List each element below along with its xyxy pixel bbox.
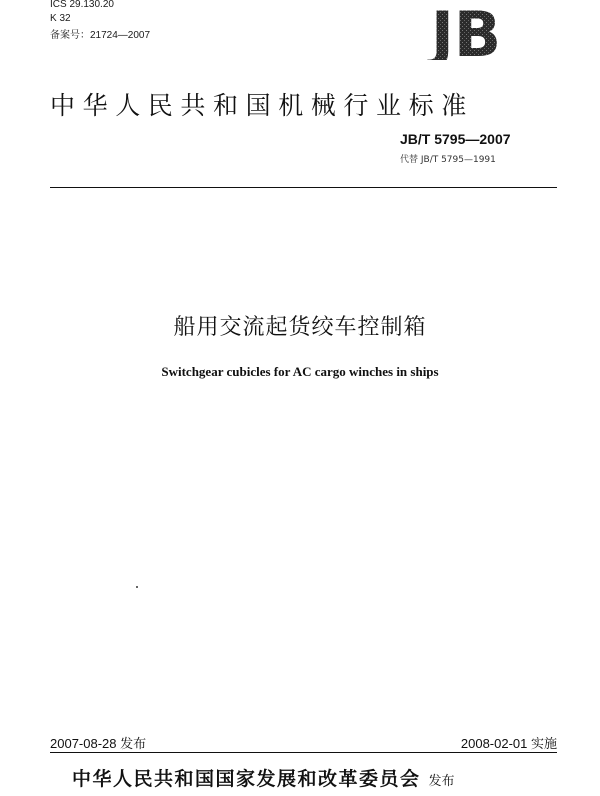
jb-logo	[410, 2, 522, 60]
publisher	[72, 764, 455, 791]
classification-code: K 32	[50, 13, 71, 24]
publisher-tag: 发布	[428, 774, 455, 789]
implementation-date: 2008-02-01 实施	[460, 736, 557, 751]
standard-number: JB/T 5795—2007	[400, 131, 511, 147]
ics-code: ICS 29.130.20	[50, 0, 114, 10]
title-chinese: 船用交流起货绞车控制箱	[173, 315, 427, 340]
standard-type: 中华人民共和国机械行业标准	[50, 91, 474, 120]
footer-divider	[50, 752, 557, 753]
record-number: 备案号：21724—2007	[50, 30, 151, 41]
publisher-name: 中华人民共和国国家发展和改革委员会	[72, 768, 421, 790]
scan-speck	[136, 586, 138, 588]
logo-lettering: JB	[430, 2, 502, 60]
title-english: Switchgear cubicles for AC cargo winches in ships	[161, 364, 439, 379]
issue-date: 2007-08-28 发布	[50, 736, 147, 751]
header-divider	[50, 187, 557, 188]
replaces-standard: 代替 JB/T 5795—1991	[400, 155, 496, 165]
